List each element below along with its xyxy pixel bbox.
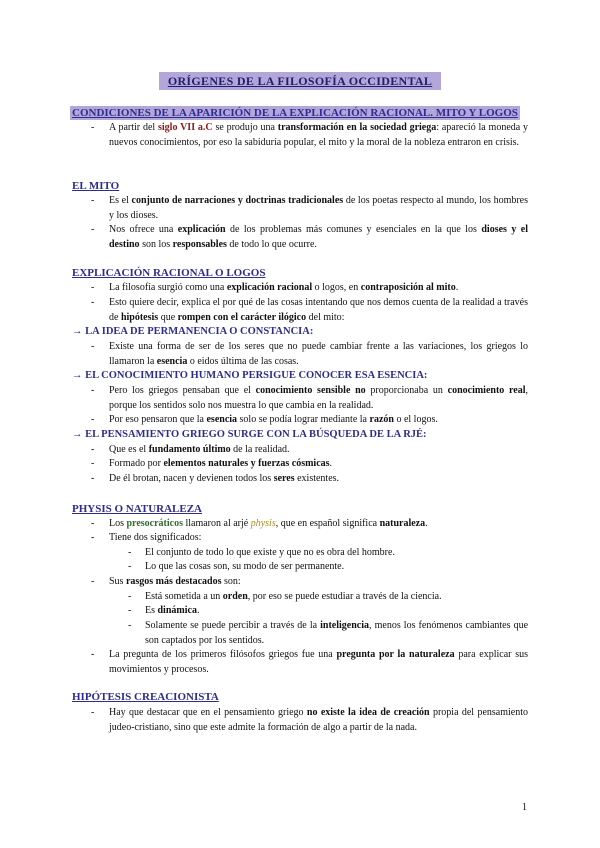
list-item: - Es el conjunto de narraciones y doctrinas tradicionales de los poetas respecto al mundo, los hombres y los dioses. (91, 195, 529, 221)
page-number: 1 (522, 802, 527, 813)
heading-physis: PHYSIS O NATURALEZA (72, 503, 202, 515)
list-item: - Los presocráticos llamaron al arjé physis, que en español significa naturaleza. (91, 518, 428, 529)
sub-list-item: - Es dinámica. (128, 605, 200, 616)
list-item: - Tiene dos significados: (91, 532, 202, 543)
heading-logos: EXPLICACIÓN RACIONAL O LOGOS (72, 267, 266, 279)
subheading-conocimiento: → EL CONOCIMIENTO HUMANO PERSIGUE CONOCER ESA ESENCIA: (72, 370, 428, 381)
list-item: - A partir del siglo VII a.C se produjo una transformación en la sociedad griega: apareció la moneda y nuevos conocimientos, por eso la sabiduría popular, el mito y la moral de la nobleza entraron en crisis. (91, 122, 529, 148)
heading-hipotesis: HIPÓTESIS CREACIONISTA (72, 691, 219, 703)
heading-condiciones: CONDICIONES DE LA APARICIÓN DE LA EXPLICACIÓN RACIONAL. MITO Y LOGOS (72, 107, 518, 119)
sub-list-item: - Está sometida a un orden, por eso se puede estudiar a través de la ciencia. (128, 591, 442, 602)
list-item: - Que es el fundamento último de la realidad. (91, 444, 290, 455)
list-item: - De él brotan, nacen y devienen todos los seres existentes. (91, 473, 340, 484)
subheading-permanencia: → LA IDEA DE PERMANENCIA O CONSTANCIA: (72, 326, 314, 337)
list-item: - La pregunta de los primeros filósofos griegos fue una pregunta por la naturaleza para explicar sus movimientos y procesos. (91, 649, 528, 675)
list-item: - Por eso pensaron que la esencia solo se podía lograr mediante la razón o el logos. (91, 414, 438, 425)
sub-list-item: - Solamente se puede percibir a través de la inteligencia, menos los fenómenos cambiantes que son captados por los sentidos. (128, 620, 529, 646)
list-item: - Formado por elementos naturales y fuerzas cósmicas. (91, 458, 333, 469)
subheading-arje: → EL PENSAMIENTO GRIEGO SURGE CON LA BÚSQUEDA DE LA RJÉ: (72, 429, 427, 440)
sub-list-item: - Lo que las cosas son, su modo de ser permanente. (128, 561, 345, 572)
sub-list-item: - El conjunto de todo lo que existe y que no es obra del hombre. (128, 547, 395, 558)
list-item: - Esto quiere decir, explica el por qué de las cosas intentando que nos demos cuenta de la realidad a través de hipótesis que rompen con el carácter ilógico del mito: (91, 297, 528, 323)
list-item: - La filosofía surgió como una explicación racional o logos, en contraposición al mito. (91, 282, 459, 293)
list-item: - Nos ofrece una explicación de los problemas más comunes y esenciales en la que los dioses y el destino son los responsables de todo lo que ocurre. (91, 224, 528, 250)
list-item: - Hay que destacar que en el pensamiento griego no existe la idea de creación propia del pensamiento judeo-cristiano, sino que este admite la formación de algo a partir de la nada. (91, 707, 528, 733)
list-item: - Sus rasgos más destacados son: (91, 576, 241, 587)
heading-mito: EL MITO (72, 180, 120, 192)
list-item: - Existe una forma de ser de los seres que no puede cambiar frente a las variaciones, los griegos lo llamaron la esencia o eidos última de las cosas. (91, 341, 528, 367)
list-item: - Pero los griegos pensaban que el conocimiento sensible no proporcionaba un conocimiento real, porque los sentidos solo nos muestra lo que cambia en la realidad. (91, 385, 528, 411)
bullet-dash: - (91, 122, 95, 133)
page-title: ORÍGENES DE LA FILOSOFÍA OCCIDENTAL (159, 72, 441, 90)
